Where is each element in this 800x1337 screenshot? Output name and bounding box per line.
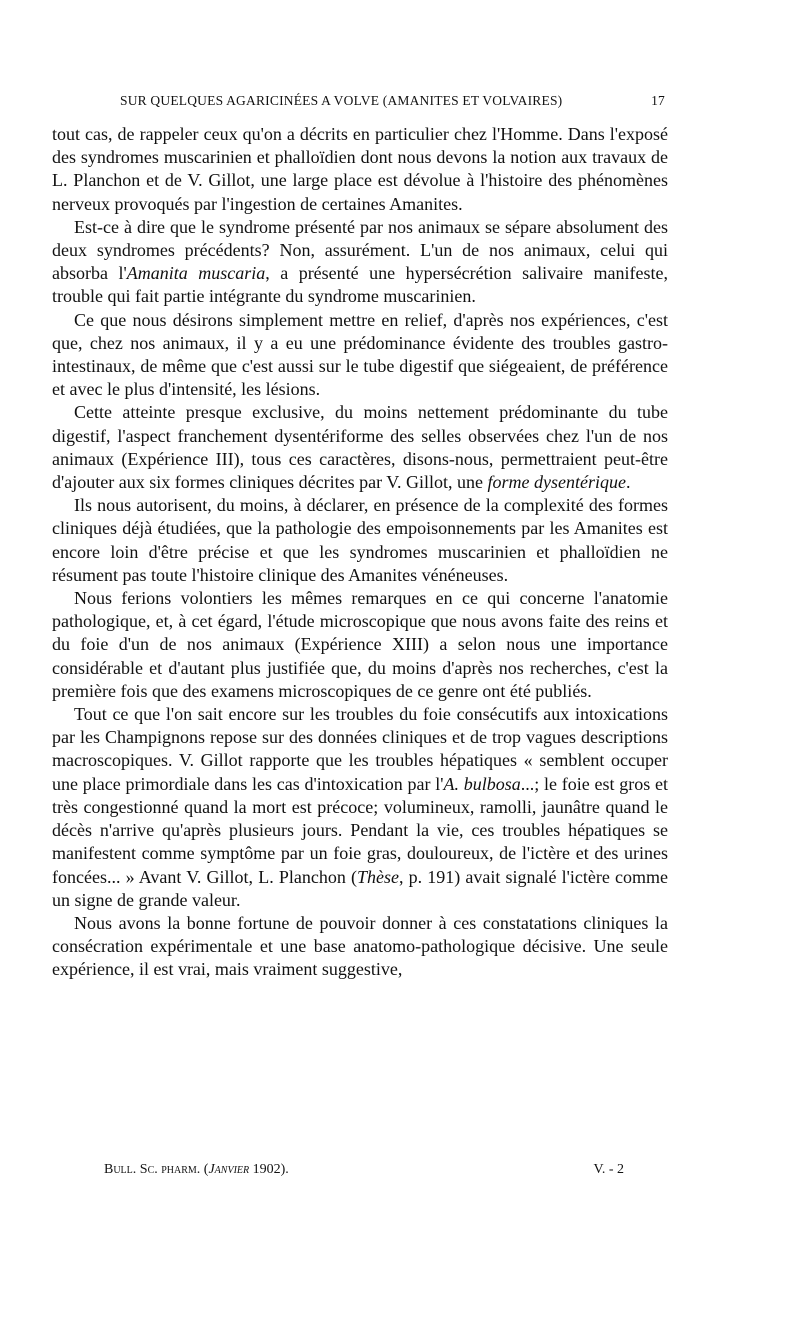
running-header (120, 93, 665, 109)
emphasis: forme dysentérique (487, 472, 626, 493)
journal-reference: Bull. Sc. pharm. (Janvier 1902). (104, 1162, 289, 1177)
paragraph-1: tout cas, de rappeler ceux qu'on a décrits en particulier chez l'Homme. Dans l'exposé des syndromes muscarinien et phalloïdien dont nous devons la notion aux travaux de L. Planchon et de V. Gillot, une large place est dévolue à l'histoire des phénomènes nerveux provoqués par l'ingestion de certaines Amanites. (52, 124, 668, 214)
paragraph-6: Nous ferions volontiers les mêmes remarques en ce qui concerne l'anatomie pathologique, et, à cet égard, l'étude microscopique que nous avons faite des reins et du foie d'un de nos animaux (Expérience XIII) a selon nous une importance considérable et d'autant plus justifiée que, du moins d'après nos recherches, c'est la première fois que des examens microscopiques de ce genre ont été publiés. (52, 588, 668, 701)
citation-title: Thèse (356, 866, 399, 887)
paragraph-2: Est-ce à dire que le syndrome présenté par nos animaux se sépare absolument des deux syndromes précédents? Non, assurément. L'un de nos animaux, celui qui absorba l'Amanita muscaria, a présenté une hypersécrétion salivaire manifeste, trouble qui fait partie intégrante du syndrome muscarinien. (52, 216, 668, 307)
paragraph-3: Ce que nous désirons simplement mettre en relief, d'après nos expériences, c'est que, chez nos animaux, il y a eu une prédominance évidente des troubles gastro-intestinaux, de même que c'est aussi sur le tube digestif que siégeaient, de préférence et avec le plus d'intensité, les lésions. (52, 309, 668, 400)
page-footer (104, 1162, 624, 1178)
page-number: 17 (651, 93, 665, 108)
body-text (52, 123, 668, 982)
signature-mark: V. - 2 (593, 1162, 624, 1177)
species-name: A. bulbosa (443, 773, 521, 794)
running-title: SUR QUELQUES AGARICINÉES A VOLVE (AMANITES ET VOLVAIRES) (120, 93, 563, 108)
paragraph-8: Nous avons la bonne fortune de pouvoir donner à ces constatations cliniques la consécration expérimentale et une base anatomo-pathologique décisive. Une seule expérience, il est vrai, mais vraiment suggestive, (52, 912, 668, 980)
paragraph-5: Ils nous autorisent, du moins, à déclarer, en présence de la complexité des formes cliniques déjà étudiées, que la pathologie des empoisonnements par les Amanites est encore loin d'être précise et que les syndromes muscarinien et phalloïdien ne résument pas toute l'histoire clinique des Amanites vénéneuses. (52, 495, 668, 585)
species-name: Amanita muscaria (126, 263, 266, 284)
paragraph-4: Cette atteinte presque exclusive, du moins nettement prédominante du tube digestif, l'aspect franchement dysentériforme des selles observées chez l'un de nos animaux (Expérience III), tous ces caractères, disons-nous, permettraient peut-être d'ajouter aux six formes cliniques décrites par V. Gillot, une forme dysentérique. (52, 402, 668, 493)
paragraph-7: Tout ce que l'on sait encore sur les troubles du foie consécutifs aux intoxications par les Champignons repose sur des données cliniques et de trop vagues descriptions macroscopiques. V. Gillot rapporte que les troubles hépatiques « semblent occuper une place primordiale dans les cas d'intoxication par l'A. bulbosa...; le foie est gros et très congestionné quand la mort est précoce; volumineux, ramolli, jaunâtre quand le décès n'arrive qu'après plusieurs jours. Pendant la vie, ces troubles hépatiques se manifestent comme symptôme par un foie gras, douloureux, de l'ictère et des urines foncées... » Avant V. Gillot, L. Planchon (Thèse, p. 191) avait signalé l'ictère comme un signe de grande valeur. (52, 704, 668, 910)
